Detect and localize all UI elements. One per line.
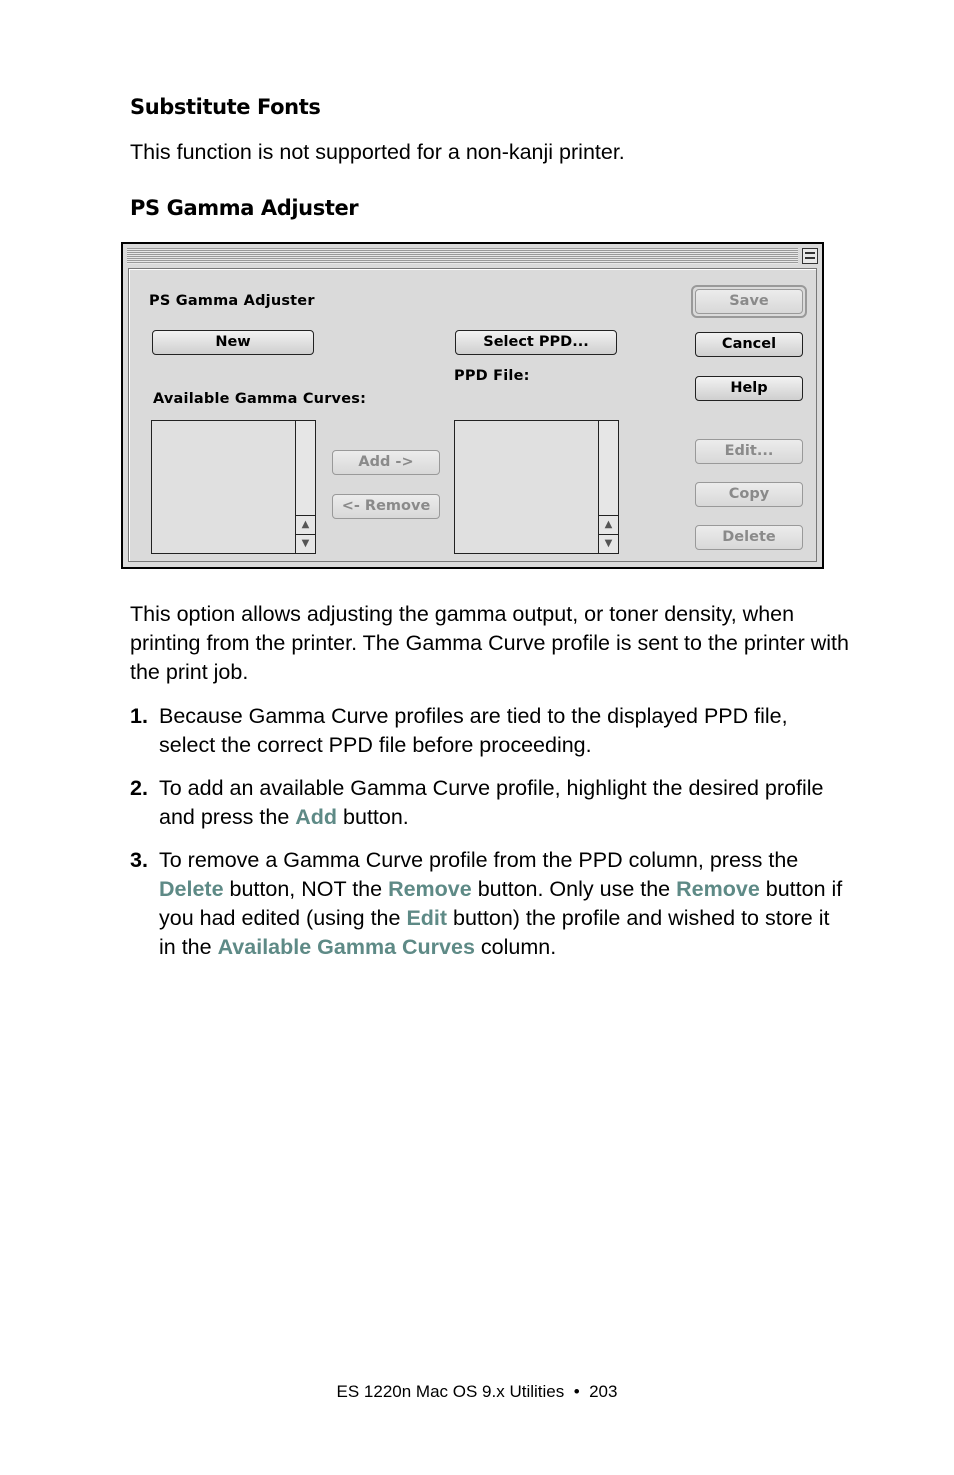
step-number: 1. [130, 704, 148, 728]
substitute-fonts-heading: Substitute Fonts [130, 95, 321, 119]
keyword-available-gamma-curves: Available Gamma Curves [217, 935, 475, 959]
step-text: To remove a Gamma Curve profile from the PPD column, press the Delete button, NOT the Remove button. Only use the Remove button if you had edited (using the Edit button) the profile and wished to store it in the Available Gamma Curves column. [159, 848, 843, 959]
substitute-fonts-text: This function is not supported for a non-kanji printer. [130, 140, 625, 164]
select-ppd-button[interactable]: Select PPD... [455, 330, 617, 355]
keyword-delete: Delete [159, 877, 224, 901]
step-number: 2. [130, 776, 148, 800]
window-title-bar[interactable] [127, 248, 798, 264]
cancel-button[interactable]: Cancel [695, 332, 803, 357]
dialog-panel [128, 268, 817, 562]
page-footer: ES 1220n Mac OS 9.x Utilities • 203 [336, 1382, 618, 1401]
help-button[interactable]: Help [695, 376, 803, 401]
add-button[interactable]: Add -> [332, 450, 440, 475]
edit-button[interactable]: Edit... [695, 439, 803, 464]
keyword-remove: Remove [388, 877, 472, 901]
ps-gamma-dialog [121, 242, 824, 569]
step-number: 3. [130, 848, 148, 872]
keyword-edit: Edit [406, 906, 448, 930]
keyword-remove: Remove [676, 877, 760, 901]
ps-gamma-heading: PS Gamma Adjuster [130, 196, 359, 220]
scroll-down-arrow-icon[interactable]: ▼ [296, 534, 315, 553]
scroll-up-arrow-icon[interactable]: ▲ [296, 515, 315, 534]
delete-button[interactable]: Delete [695, 525, 803, 550]
scroll-down-arrow-icon[interactable]: ▼ [599, 534, 618, 553]
ppd-file-label: PPD File: [454, 368, 530, 384]
available-gamma-curves-label: Available Gamma Curves: [153, 391, 367, 407]
save-button[interactable]: Save [695, 289, 803, 314]
scroll-up-arrow-icon[interactable]: ▲ [599, 515, 618, 534]
intro-paragraph: This option allows adjusting the gamma output, or toner density, when printing from the printer. The Gamma Curve profile is sent to the printer with the print job. [130, 602, 849, 684]
available-gamma-curves-list[interactable] [151, 420, 316, 554]
copy-button[interactable]: Copy [695, 482, 803, 507]
zoom-box-icon[interactable] [802, 248, 818, 264]
ppd-file-list[interactable] [454, 420, 619, 554]
new-button[interactable]: New [152, 330, 314, 355]
step-text: To add an available Gamma Curve profile, highlight the desired profile and press the Add button. [159, 776, 824, 829]
dialog-title: PS Gamma Adjuster [149, 293, 315, 309]
remove-button[interactable]: <- Remove [332, 494, 440, 519]
page-number: 203 [589, 1382, 618, 1401]
step-text: Because Gamma Curve profiles are tied to the displayed PPD file, select the correct PPD file before proceeding. [159, 704, 788, 757]
ppd-list-scrollbar[interactable] [598, 421, 618, 553]
available-list-scrollbar[interactable] [295, 421, 315, 553]
keyword-add: Add [295, 805, 338, 829]
